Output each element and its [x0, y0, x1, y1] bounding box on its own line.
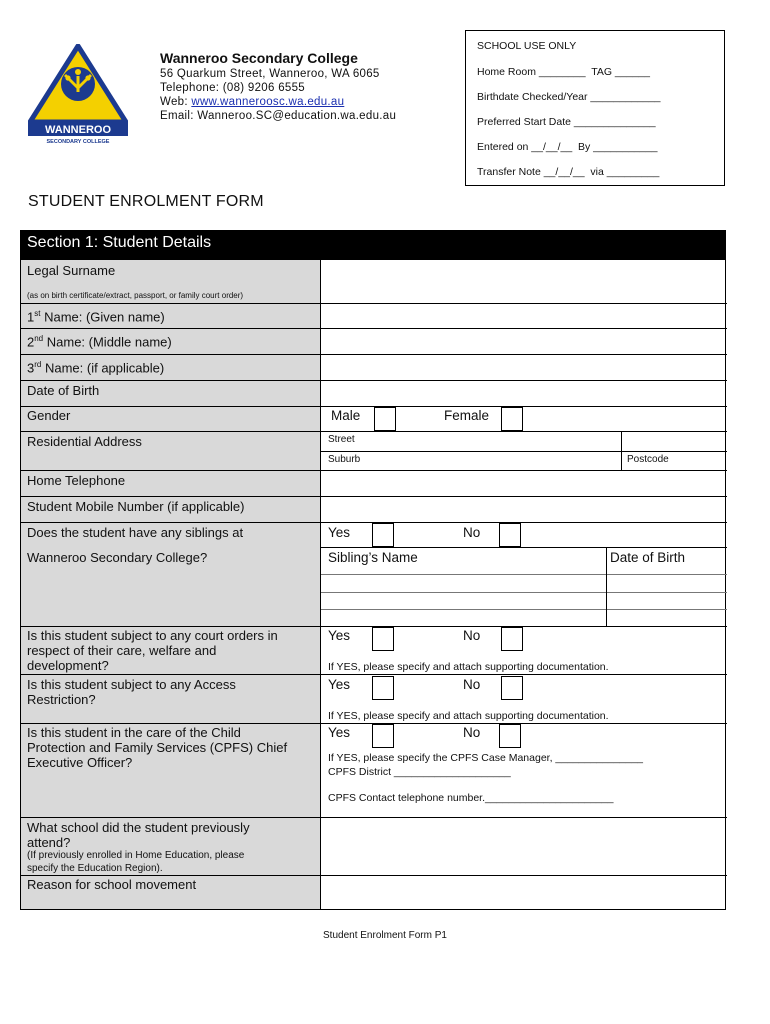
sibling-row-divider — [321, 609, 727, 610]
row-divider — [21, 328, 727, 329]
label-home-telephone: Home Telephone — [27, 473, 126, 488]
cpfs-yes-checkbox[interactable] — [372, 724, 394, 748]
school-use-box — [465, 30, 725, 186]
logo-subtext: SECONDARY COLLEGE — [46, 139, 110, 144]
row-divider — [21, 470, 727, 471]
court-orders-yes-label: Yes — [328, 628, 351, 643]
school-email: Email: Wanneroo.SC@education.wa.edu.au — [160, 110, 397, 122]
sibling-row-divider — [321, 592, 727, 593]
siblings-yes-checkbox[interactable] — [372, 523, 394, 547]
logo-wordmark: WANNEROO — [45, 124, 111, 136]
school-website-link[interactable]: www.wanneroosc.wa.edu.au — [191, 96, 345, 108]
access-restriction-note: If YES, please specify and attach supporting documentation. — [328, 710, 609, 722]
school-use-birthdate[interactable]: Birthdate Checked/Year ____________ — [477, 91, 661, 103]
court-orders-no-checkbox[interactable] — [501, 627, 523, 651]
school-telephone: Telephone: (08) 9206 6555 — [160, 82, 305, 94]
label-court-orders-1: Is this student subject to any court orders in — [27, 628, 278, 643]
school-name: Wanneroo Secondary College — [160, 50, 358, 66]
street-label: Street — [328, 434, 355, 445]
access-restriction-yes-label: Yes — [328, 677, 351, 692]
label-siblings-q1: Does the student have any siblings at — [27, 525, 244, 540]
gender-male-label: Male — [331, 408, 361, 423]
postcode-divider — [621, 431, 622, 470]
sibling-dob-header: Date of Birth — [610, 550, 686, 565]
label-third-name: 3rd Name: (if applicable) — [27, 360, 165, 376]
access-restriction-no-checkbox[interactable] — [501, 676, 523, 700]
court-orders-no-label: No — [463, 628, 481, 643]
label-cpfs-1: Is this student in the care of the Child — [27, 725, 241, 740]
sibling-header-divider — [321, 547, 727, 548]
student-details-table — [20, 260, 726, 910]
label-first-name: 1st Name: (Given name) — [27, 309, 165, 325]
label-previous-school-note-1: (If previously enrolled in Home Education, please — [27, 850, 245, 861]
web-label: Web: — [160, 96, 188, 108]
label-access-restriction-1: Is this student subject to any Access — [27, 677, 236, 692]
label-siblings-q2: Wanneroo Secondary College? — [27, 550, 208, 565]
school-use-transfer-note[interactable]: Transfer Note __/__/__ via _________ — [477, 166, 660, 178]
school-use-start-date[interactable]: Preferred Start Date ______________ — [477, 116, 656, 128]
school-use-title: SCHOOL USE ONLY — [477, 40, 577, 52]
row-divider — [21, 380, 727, 381]
label-legal-surname-note: (as on birth certificate/extract, passport, or family court order) — [27, 291, 244, 300]
cpfs-contact-phone-field[interactable]: CPFS Contact telephone number.______________________ — [328, 792, 614, 804]
label-previous-school-note-2: specify the Education Region). — [27, 863, 163, 874]
cpfs-no-label: No — [463, 725, 481, 740]
siblings-no-checkbox[interactable] — [499, 523, 521, 547]
gender-female-checkbox[interactable] — [501, 407, 523, 431]
label-gender: Gender — [27, 408, 71, 423]
row-divider — [21, 303, 727, 304]
label-cpfs-3: Executive Officer? — [27, 755, 133, 770]
court-orders-note: If YES, please specify and attach supporting documentation. — [328, 661, 609, 673]
label-cpfs-2: Protection and Family Services (CPFS) Chief — [27, 740, 288, 755]
label-date-of-birth: Date of Birth — [27, 383, 100, 398]
logo-graphic — [28, 44, 128, 144]
form-title: STUDENT ENROLMENT FORM — [28, 193, 264, 210]
postcode-label: Postcode — [627, 454, 669, 465]
label-student-mobile: Student Mobile Number (if applicable) — [27, 499, 245, 514]
school-web — [160, 96, 344, 108]
label-previous-school-1: What school did the student previously — [27, 820, 250, 835]
cpfs-district-field[interactable]: CPFS District ____________________ — [328, 766, 511, 778]
label-reason-for-movement: Reason for school movement — [27, 877, 197, 892]
suburb-label: Suburb — [328, 454, 361, 465]
label-access-restriction-2: Restriction? — [27, 692, 96, 707]
address-divider — [321, 451, 727, 452]
siblings-no-label: No — [463, 525, 481, 540]
section-header: Section 1: Student Details — [20, 230, 726, 260]
gender-female-label: Female — [444, 408, 490, 423]
access-restriction-yes-checkbox[interactable] — [372, 676, 394, 700]
row-divider — [21, 674, 727, 675]
court-orders-yes-checkbox[interactable] — [372, 627, 394, 651]
label-previous-school-2: attend? — [27, 835, 71, 850]
siblings-yes-label: Yes — [328, 525, 351, 540]
sibling-name-header: Sibling’s Name — [328, 550, 418, 565]
cpfs-yes-label: Yes — [328, 725, 351, 740]
college-logo — [28, 44, 128, 144]
label-residential-address: Residential Address — [27, 434, 142, 449]
access-restriction-no-label: No — [463, 677, 481, 692]
row-divider — [21, 354, 727, 355]
label-court-orders-3: development? — [27, 658, 109, 673]
label-court-orders-2: respect of their care, welfare and — [27, 643, 217, 658]
sibling-row-divider — [321, 574, 727, 575]
row-divider — [21, 875, 727, 876]
cpfs-case-manager-field[interactable]: If YES, please specify the CPFS Case Manager, _______________ — [328, 752, 644, 764]
gender-male-checkbox[interactable] — [374, 407, 396, 431]
row-divider — [21, 496, 727, 497]
school-use-home-room[interactable]: Home Room ________ TAG ______ — [477, 66, 650, 78]
label-second-name: 2nd Name: (Middle name) — [27, 334, 172, 350]
school-address: 56 Quarkum Street, Wanneroo, WA 6065 — [160, 68, 380, 80]
sibling-column-divider — [606, 547, 607, 626]
row-divider — [21, 817, 727, 818]
page-footer: Student Enrolment Form P1 — [323, 930, 447, 941]
label-legal-surname: Legal Surname — [27, 263, 116, 278]
cpfs-no-checkbox[interactable] — [499, 724, 521, 748]
school-use-entered-on[interactable]: Entered on __/__/__ By ___________ — [477, 141, 658, 153]
